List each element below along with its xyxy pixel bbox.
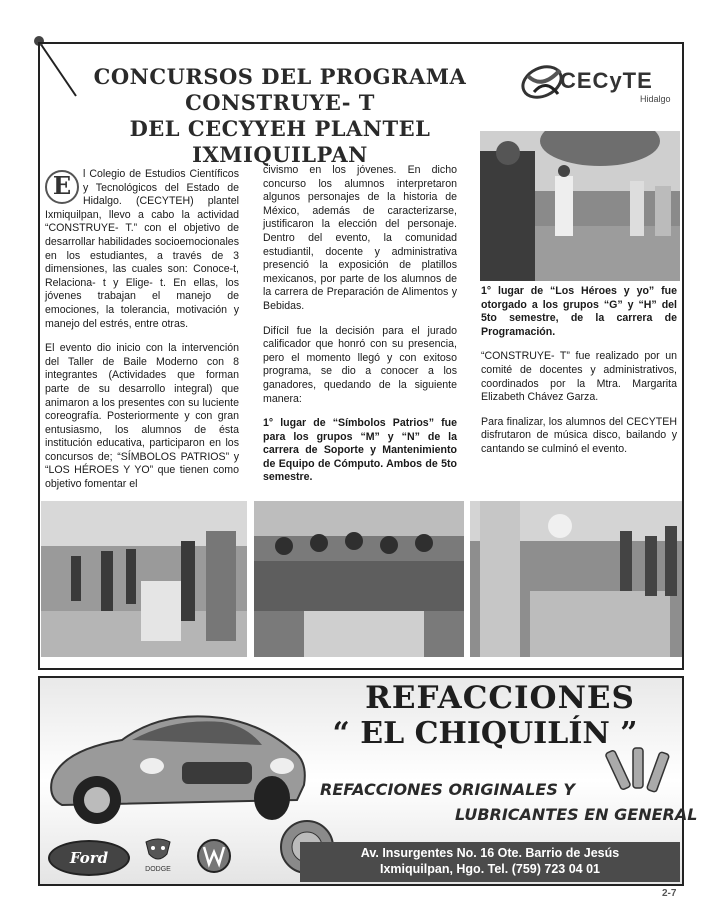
winner-text: 1° lugar de “Símbolos Patrios” fue para los grupos “M” y “N” de la carrera de Soporte y Mantenimiento de Equipo de Cómputo. Ambos de 5to semestre. <box>263 417 457 484</box>
page-number: 2-7 <box>662 888 677 899</box>
paragraph: Difícil fue la decisión para el jurado calificador que honró con su presencia, pero el momento llegó y con exitoso programa, se dio a conocer a los ganadores, quedando de la siguiente manera: <box>263 324 457 405</box>
dodge-label: DODGE <box>145 866 171 873</box>
paragraph: Para finalizar, los alumnos del CECYTEH disfrutaron de música disco, bailando y cantando se culminó el evento. <box>481 415 677 455</box>
volkswagen-logo <box>196 838 232 874</box>
logo-name: CECyTE <box>560 68 653 93</box>
logo-subtitle: Hidalgo <box>640 94 671 104</box>
photo-food-exhibition <box>470 501 682 657</box>
photo-heroes-contest <box>480 131 680 281</box>
article-column-2 <box>263 164 457 496</box>
article-title <box>60 64 500 168</box>
paragraph <box>45 168 239 331</box>
photo-student-crowd <box>254 501 464 657</box>
paragraph-winner <box>481 285 677 339</box>
ad-tagline-2: LUBRICANTES EN GENERAL <box>455 805 698 824</box>
dodge-ram-logo <box>143 838 173 864</box>
paragraph: civismo en los jóvenes. En dicho concurso los alumnos interpretaron algunos personajes de la historia de México, además de caracterizarse, justificaron la elección del personaje. Dentro del evento, la comunidad estudiantil, docente y administrativa presenció la exposición de platillos mexicanos, por parte de los alumnos de la carrera de Preparación de Alimentos y Bebidas. <box>263 164 457 312</box>
article-column-1 <box>45 168 239 503</box>
car-image <box>42 700 312 830</box>
ford-logo <box>48 840 130 876</box>
ad-address <box>300 845 680 877</box>
drop-cap: E <box>45 170 79 204</box>
photo-opening-ceremony <box>41 501 247 657</box>
ad-title: REFACCIONES <box>365 680 635 716</box>
ad-address-line-1: Av. Insurgentes No. 16 Ote. Barrio de Jesús <box>360 846 620 860</box>
paragraph-text: l Colegio de Estudios Científicos y Tecnológicos del Estado de Hidalgo. (CECYTEH) plantel Ixmiquilpan, llevo a cabo la actividad “CONSTRUYE- T.” con el objetivo de desarrollar habilidades socioemocionales en los estudiantes, a través de 3 dimensiones, las cuales son: Conoce-t, Relaciona- t y Elige- t. En ellas, los jóvenes trabajan el manejo de emociones, la tolerancia, motivación y manejo del estrés, entre otras. <box>45 168 239 330</box>
ford-logo-text: Ford <box>69 849 109 867</box>
ad-address-line-2: Ixmiquilpan, Hgo. Tel. (759) 723 04 01 <box>380 862 600 876</box>
title-line-1: CONCURSOS DEL PROGRAMA CONSTRUYE- T <box>93 64 467 115</box>
winner-text: 1° lugar de “Los Héroes y yo” fue otorgado a los grupos “G” y “H” del 5to semestre, de la carrera de Programación. <box>481 285 677 338</box>
paragraph-winner <box>263 417 457 485</box>
paragraph: “CONSTRUYE- T” fue realizado por un comité de docentes y administrativos, coordinados por la Mtra. Margarita Elizabeth Chávez Garza. <box>481 350 677 404</box>
ad-tagline-1: REFACCIONES ORIGINALES Y <box>320 780 575 799</box>
title-line-2: DEL CECYYEH PLANTEL IXMIQUILPAN <box>129 116 431 167</box>
paragraph: El evento dio inicio con la intervención del Taller de Baile Moderno con 8 integrantes (Actividades que forman parte de su desarrollo integral) que animaron a los presentes con su luciente coreografía. Posteriormente y con gran entusiasmo, los alumnos de ésta institución educativa, participaron en los concursos de; “SÍMBOLOS PATRIOS” y “LOS HÉROES Y YO” que tienen como objetivo fomentar el <box>45 342 239 491</box>
ad-subtitle: “ EL CHIQUILÍN ” <box>332 716 638 751</box>
article-column-3 <box>481 285 677 468</box>
